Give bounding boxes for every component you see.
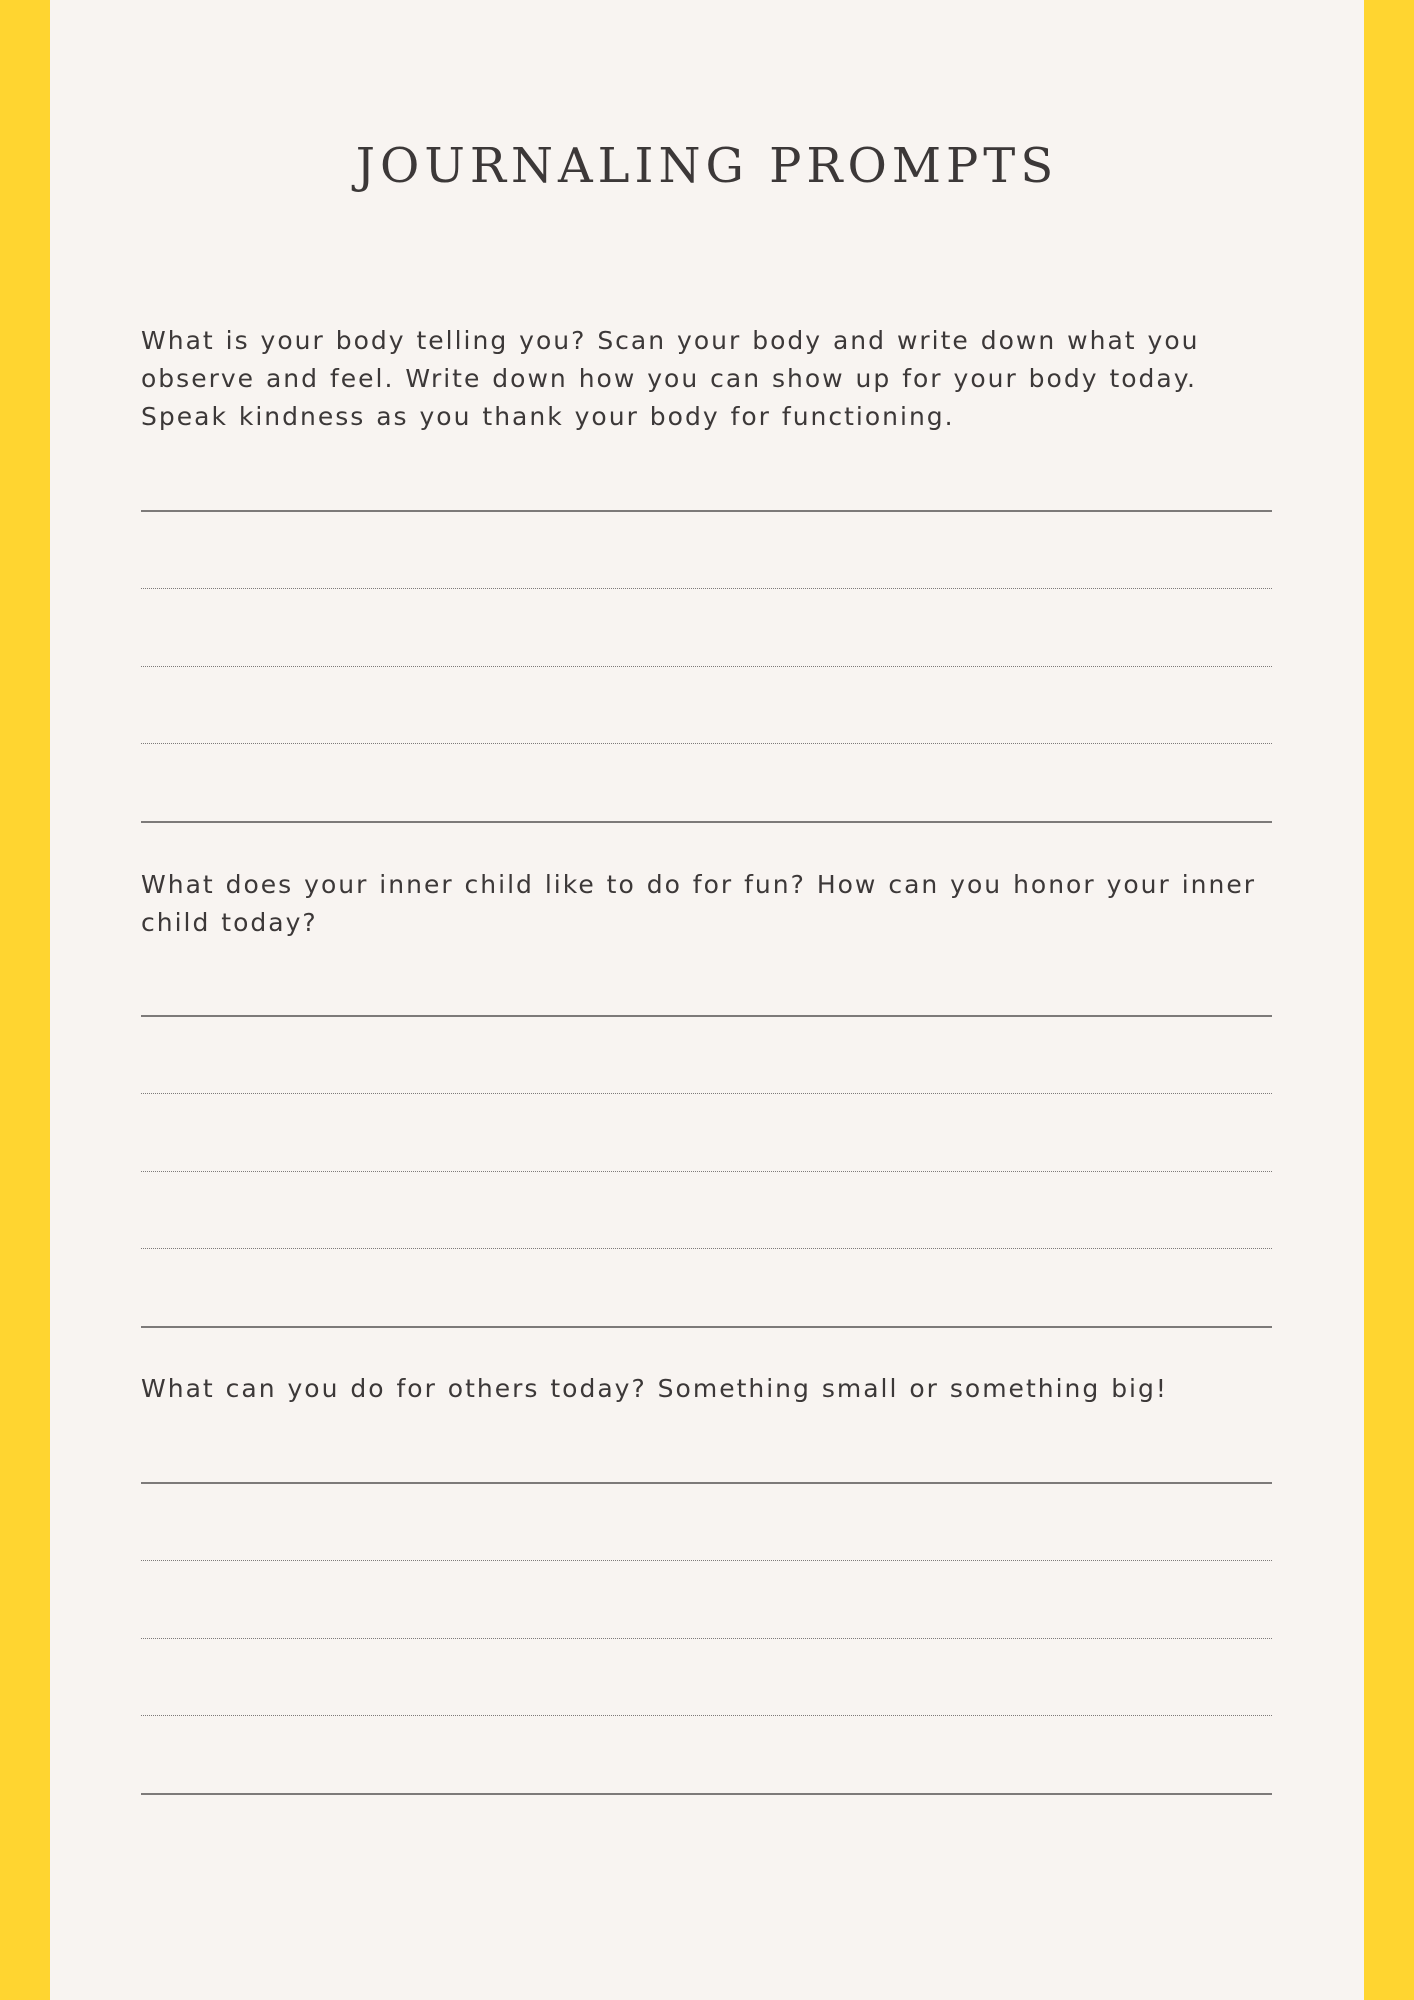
writing-line[interactable] [141,510,1272,512]
writing-line[interactable] [141,1326,1272,1328]
writing-line[interactable] [141,588,1272,589]
writing-line[interactable] [141,1171,1272,1172]
writing-line[interactable] [141,1793,1272,1795]
prompt-2-text: What does your inner child like to do for fun? How can you honor your inner child today? [141,870,1257,937]
writing-line[interactable] [141,1482,1272,1484]
writing-line[interactable] [141,743,1272,744]
writing-line[interactable] [141,1015,1272,1017]
page-title: JOURNALING PROMPTS [355,138,1059,194]
writing-line[interactable] [141,1715,1272,1716]
writing-line[interactable] [141,666,1272,667]
writing-line[interactable] [141,1093,1272,1094]
writing-line[interactable] [141,1638,1272,1639]
writing-line[interactable] [141,821,1272,823]
writing-line[interactable] [141,1248,1272,1249]
writing-line[interactable] [141,1560,1272,1561]
prompt-3-text: What can you do for others today? Something small or something big! [141,1374,1168,1403]
prompt-1-text: What is your body telling you? Scan your body and write down what you observe and feel. Write down how you can show up for your body today. Speak kindness as you thank your body for functioning. [141,326,1200,431]
journal-page [50,0,1364,2000]
